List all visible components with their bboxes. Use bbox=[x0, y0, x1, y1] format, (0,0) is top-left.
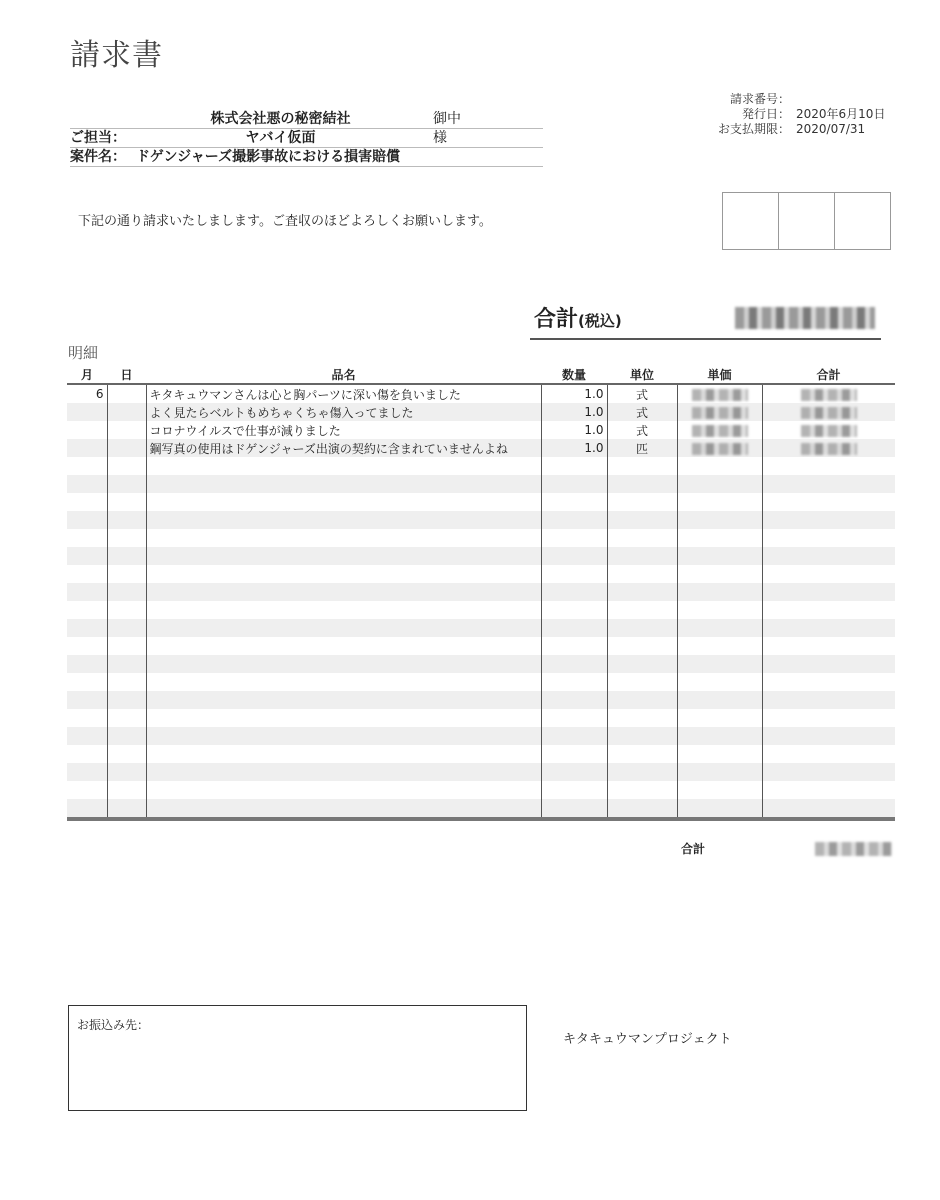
cell-unit bbox=[607, 637, 677, 655]
cell-unit: 式 bbox=[607, 384, 677, 403]
cell-quantity bbox=[541, 745, 607, 763]
cell-line-total bbox=[762, 673, 895, 691]
redacted-amount bbox=[692, 389, 748, 401]
detail-body bbox=[67, 384, 895, 819]
cell-unit-price bbox=[677, 745, 762, 763]
cell-quantity bbox=[541, 691, 607, 709]
detail-heading: 明細 bbox=[68, 344, 99, 362]
cell-line-total bbox=[762, 403, 895, 421]
cell-day bbox=[107, 601, 146, 619]
cell-month bbox=[67, 655, 107, 673]
cell-line-total bbox=[762, 565, 895, 583]
cell-unit-price bbox=[677, 403, 762, 421]
table-row bbox=[67, 439, 895, 457]
cell-item-name bbox=[146, 511, 541, 529]
cell-item-name bbox=[146, 799, 541, 819]
table-row bbox=[67, 745, 895, 763]
cell-unit-price bbox=[677, 457, 762, 475]
cell-item-name bbox=[146, 781, 541, 799]
cell-day bbox=[107, 619, 146, 637]
company-name: 株式会社悪の秘密結社 bbox=[210, 111, 351, 127]
cell-day bbox=[107, 583, 146, 601]
document-title: 請求書 bbox=[70, 38, 163, 73]
stamp-box bbox=[723, 193, 779, 249]
cell-item-name bbox=[146, 457, 541, 475]
redacted-amount bbox=[692, 407, 748, 419]
cell-item-name bbox=[146, 637, 541, 655]
cell-month bbox=[67, 457, 107, 475]
cell-item-name bbox=[146, 691, 541, 709]
table-row bbox=[67, 384, 895, 403]
cell-unit bbox=[607, 583, 677, 601]
grand-total-box bbox=[530, 300, 881, 340]
cell-month bbox=[67, 583, 107, 601]
cell-day bbox=[107, 565, 146, 583]
cell-unit bbox=[607, 781, 677, 799]
cell-item-name bbox=[146, 493, 541, 511]
cell-line-total bbox=[762, 421, 895, 439]
case-name: ドゲンジャーズ撮影事故における損害賠償 bbox=[136, 149, 401, 165]
cell-item-name bbox=[146, 745, 541, 763]
sum-label: 合計 bbox=[681, 842, 706, 856]
cell-unit bbox=[607, 529, 677, 547]
cell-quantity bbox=[541, 799, 607, 819]
bill-contact-row bbox=[70, 129, 543, 148]
cell-month bbox=[67, 403, 107, 421]
cell-day bbox=[107, 691, 146, 709]
contact-label: ご担当： bbox=[70, 130, 126, 146]
meta-value: 2020年6月10日 bbox=[796, 107, 886, 121]
meta-issue-date bbox=[700, 107, 900, 122]
cell-unit bbox=[607, 691, 677, 709]
table-row bbox=[67, 691, 895, 709]
header-unit-price: 単価 bbox=[677, 366, 762, 384]
grand-total-amount-redacted bbox=[735, 307, 875, 329]
cell-month bbox=[67, 601, 107, 619]
table-row bbox=[67, 421, 895, 439]
cell-line-total bbox=[762, 763, 895, 781]
cell-line-total bbox=[762, 655, 895, 673]
cell-item-name bbox=[146, 529, 541, 547]
cell-line-total bbox=[762, 547, 895, 565]
cell-unit-price bbox=[677, 511, 762, 529]
cell-month bbox=[67, 781, 107, 799]
cell-month bbox=[67, 547, 107, 565]
cell-unit-price bbox=[677, 727, 762, 745]
cell-unit bbox=[607, 565, 677, 583]
cell-month bbox=[67, 673, 107, 691]
cell-quantity bbox=[541, 709, 607, 727]
cell-quantity bbox=[541, 673, 607, 691]
cell-unit-price bbox=[677, 619, 762, 637]
table-row bbox=[67, 709, 895, 727]
cell-unit bbox=[607, 493, 677, 511]
cell-unit-price bbox=[677, 384, 762, 403]
header-quantity: 数量 bbox=[541, 366, 607, 384]
header-item-name: 品名 bbox=[146, 366, 541, 384]
cell-quantity bbox=[541, 565, 607, 583]
cell-quantity bbox=[541, 529, 607, 547]
bank-info-box bbox=[68, 1005, 527, 1111]
invoice-meta bbox=[700, 92, 900, 137]
cell-day bbox=[107, 709, 146, 727]
cell-line-total bbox=[762, 691, 895, 709]
cell-day bbox=[107, 727, 146, 745]
cell-month bbox=[67, 691, 107, 709]
cell-line-total bbox=[762, 781, 895, 799]
cell-unit-price bbox=[677, 691, 762, 709]
cell-unit: 匹 bbox=[607, 439, 677, 457]
cell-day bbox=[107, 547, 146, 565]
header-day: 日 bbox=[107, 366, 146, 384]
cell-quantity: 1.0 bbox=[541, 403, 607, 421]
cell-month bbox=[67, 529, 107, 547]
redacted-amount bbox=[801, 425, 857, 437]
cell-month bbox=[67, 799, 107, 819]
cell-unit-price bbox=[677, 493, 762, 511]
cell-line-total bbox=[762, 601, 895, 619]
cell-day bbox=[107, 493, 146, 511]
cell-day bbox=[107, 637, 146, 655]
cell-unit bbox=[607, 475, 677, 493]
cell-day bbox=[107, 673, 146, 691]
cell-quantity bbox=[541, 601, 607, 619]
cell-unit-price bbox=[677, 439, 762, 457]
cell-item-name bbox=[146, 583, 541, 601]
detail-table bbox=[67, 366, 895, 821]
grand-total-label bbox=[534, 302, 622, 333]
cell-month bbox=[67, 709, 107, 727]
redacted-amount bbox=[801, 443, 857, 455]
redacted-amount bbox=[801, 389, 857, 401]
table-row bbox=[67, 493, 895, 511]
cell-unit bbox=[607, 619, 677, 637]
contact-name: ヤバイ仮面 bbox=[245, 130, 316, 146]
meta-key: 発行日： bbox=[741, 107, 790, 121]
cell-unit bbox=[607, 511, 677, 529]
cell-quantity bbox=[541, 457, 607, 475]
table-row bbox=[67, 727, 895, 745]
table-row bbox=[67, 583, 895, 601]
cell-month bbox=[67, 493, 107, 511]
cell-month bbox=[67, 619, 107, 637]
cell-unit bbox=[607, 655, 677, 673]
cell-month bbox=[67, 421, 107, 439]
cell-item-name bbox=[146, 565, 541, 583]
cell-unit-price bbox=[677, 673, 762, 691]
cell-item-name bbox=[146, 601, 541, 619]
bill-to-block bbox=[70, 110, 543, 167]
intro-text: 下記の通り請求いたしまします。ご査収のほどよろしくお願いします。 bbox=[78, 214, 492, 229]
cell-quantity bbox=[541, 637, 607, 655]
company-suffix: 御中 bbox=[433, 111, 461, 127]
cell-month bbox=[67, 565, 107, 583]
redacted-amount bbox=[801, 407, 857, 419]
header-month: 月 bbox=[67, 366, 107, 384]
cell-line-total bbox=[762, 493, 895, 511]
blank-label bbox=[70, 110, 136, 128]
cell-unit-price bbox=[677, 421, 762, 439]
cell-unit-price bbox=[677, 547, 762, 565]
cell-month bbox=[67, 727, 107, 745]
cell-day bbox=[107, 745, 146, 763]
cell-item-name bbox=[146, 655, 541, 673]
cell-unit bbox=[607, 547, 677, 565]
case-label: 案件名： bbox=[70, 149, 126, 165]
meta-invoice-number bbox=[700, 92, 900, 107]
cell-item-name: よく見たらベルトもめちゃくちゃ傷入ってました bbox=[146, 403, 541, 421]
cell-day bbox=[107, 403, 146, 421]
cell-day bbox=[107, 763, 146, 781]
detail-header-row bbox=[67, 366, 895, 384]
cell-unit bbox=[607, 457, 677, 475]
stamp-box bbox=[779, 193, 835, 249]
cell-day bbox=[107, 529, 146, 547]
table-row bbox=[67, 475, 895, 493]
cell-line-total bbox=[762, 583, 895, 601]
cell-unit-price bbox=[677, 763, 762, 781]
cell-quantity bbox=[541, 763, 607, 781]
table-row bbox=[67, 673, 895, 691]
stamp-box bbox=[835, 193, 890, 249]
cell-item-name bbox=[146, 475, 541, 493]
cell-line-total bbox=[762, 457, 895, 475]
cell-line-total bbox=[762, 384, 895, 403]
cell-month bbox=[67, 745, 107, 763]
cell-item-name bbox=[146, 727, 541, 745]
cell-unit: 式 bbox=[607, 421, 677, 439]
cell-unit-price bbox=[677, 781, 762, 799]
cell-unit-price bbox=[677, 601, 762, 619]
cell-quantity: 1.0 bbox=[541, 384, 607, 403]
meta-key: お支払期限： bbox=[717, 122, 790, 136]
cell-day bbox=[107, 384, 146, 403]
cell-unit: 式 bbox=[607, 403, 677, 421]
table-row bbox=[67, 403, 895, 421]
header-line-total: 合計 bbox=[762, 366, 895, 384]
meta-value: 2020/07/31 bbox=[796, 122, 866, 136]
table-row bbox=[67, 619, 895, 637]
cell-unit bbox=[607, 709, 677, 727]
redacted-amount bbox=[692, 425, 748, 437]
cell-item-name bbox=[146, 619, 541, 637]
cell-quantity: 1.0 bbox=[541, 439, 607, 457]
cell-unit bbox=[607, 799, 677, 819]
cell-unit-price bbox=[677, 583, 762, 601]
cell-unit-price bbox=[677, 565, 762, 583]
header-unit: 単位 bbox=[607, 366, 677, 384]
cell-unit-price bbox=[677, 637, 762, 655]
cell-month bbox=[67, 475, 107, 493]
cell-unit-price bbox=[677, 475, 762, 493]
bank-label: お振込み先： bbox=[77, 1018, 150, 1032]
cell-line-total bbox=[762, 475, 895, 493]
meta-due-date bbox=[700, 122, 900, 137]
cell-day bbox=[107, 781, 146, 799]
cell-item-name bbox=[146, 673, 541, 691]
cell-quantity bbox=[541, 619, 607, 637]
cell-line-total bbox=[762, 511, 895, 529]
table-row bbox=[67, 457, 895, 475]
cell-item-name: コロナウイルスで仕事が減りました bbox=[146, 421, 541, 439]
table-row bbox=[67, 637, 895, 655]
sum-amount-redacted bbox=[815, 842, 892, 856]
grand-total-label-main: 合計 bbox=[534, 307, 579, 332]
cell-item-name bbox=[146, 547, 541, 565]
cell-line-total bbox=[762, 709, 895, 727]
table-row bbox=[67, 763, 895, 781]
cell-unit-price bbox=[677, 799, 762, 819]
bill-company-row bbox=[70, 110, 543, 129]
grand-total-label-tax: (税込) bbox=[578, 312, 622, 330]
cell-unit bbox=[607, 673, 677, 691]
cell-item-name bbox=[146, 709, 541, 727]
cell-unit-price bbox=[677, 529, 762, 547]
cell-day bbox=[107, 457, 146, 475]
table-row bbox=[67, 781, 895, 799]
cell-line-total bbox=[762, 619, 895, 637]
redacted-amount bbox=[692, 443, 748, 455]
cell-day bbox=[107, 439, 146, 457]
cell-item-name: 鋼写真の使用はドゲンジャーズ出演の契約に含まれていませんよね bbox=[146, 439, 541, 457]
cell-quantity bbox=[541, 493, 607, 511]
table-row bbox=[67, 601, 895, 619]
cell-quantity bbox=[541, 583, 607, 601]
cell-quantity bbox=[541, 781, 607, 799]
cell-quantity bbox=[541, 511, 607, 529]
issuer-name: キタキュウマンプロジェクト bbox=[563, 1032, 732, 1047]
cell-unit bbox=[607, 727, 677, 745]
cell-line-total bbox=[762, 727, 895, 745]
cell-line-total bbox=[762, 637, 895, 655]
cell-line-total bbox=[762, 439, 895, 457]
cell-month bbox=[67, 439, 107, 457]
cell-line-total bbox=[762, 529, 895, 547]
cell-day bbox=[107, 421, 146, 439]
cell-unit-price bbox=[677, 655, 762, 673]
cell-quantity bbox=[541, 727, 607, 745]
cell-day bbox=[107, 511, 146, 529]
cell-quantity bbox=[541, 475, 607, 493]
cell-unit bbox=[607, 745, 677, 763]
cell-day bbox=[107, 799, 146, 819]
cell-quantity bbox=[541, 655, 607, 673]
stamp-boxes bbox=[722, 192, 891, 250]
cell-month bbox=[67, 763, 107, 781]
cell-unit-price bbox=[677, 709, 762, 727]
cell-quantity bbox=[541, 547, 607, 565]
cell-unit bbox=[607, 601, 677, 619]
cell-quantity: 1.0 bbox=[541, 421, 607, 439]
meta-value bbox=[796, 92, 900, 107]
table-row bbox=[67, 799, 895, 819]
cell-unit bbox=[607, 763, 677, 781]
cell-day bbox=[107, 655, 146, 673]
cell-item-name: キタキュウマンさんは心と胸パーツに深い傷を負いました bbox=[146, 384, 541, 403]
cell-month: 6 bbox=[95, 387, 104, 401]
cell-item-name bbox=[146, 763, 541, 781]
table-row bbox=[67, 511, 895, 529]
table-row bbox=[67, 529, 895, 547]
cell-day bbox=[107, 475, 146, 493]
table-row bbox=[67, 655, 895, 673]
table-row bbox=[67, 565, 895, 583]
bill-case-row bbox=[70, 148, 543, 167]
contact-suffix: 様 bbox=[433, 130, 447, 146]
cell-line-total bbox=[762, 799, 895, 819]
meta-key: 請求番号： bbox=[729, 92, 790, 106]
cell-month bbox=[67, 511, 107, 529]
cell-month bbox=[67, 637, 107, 655]
table-row bbox=[67, 547, 895, 565]
cell-line-total bbox=[762, 745, 895, 763]
